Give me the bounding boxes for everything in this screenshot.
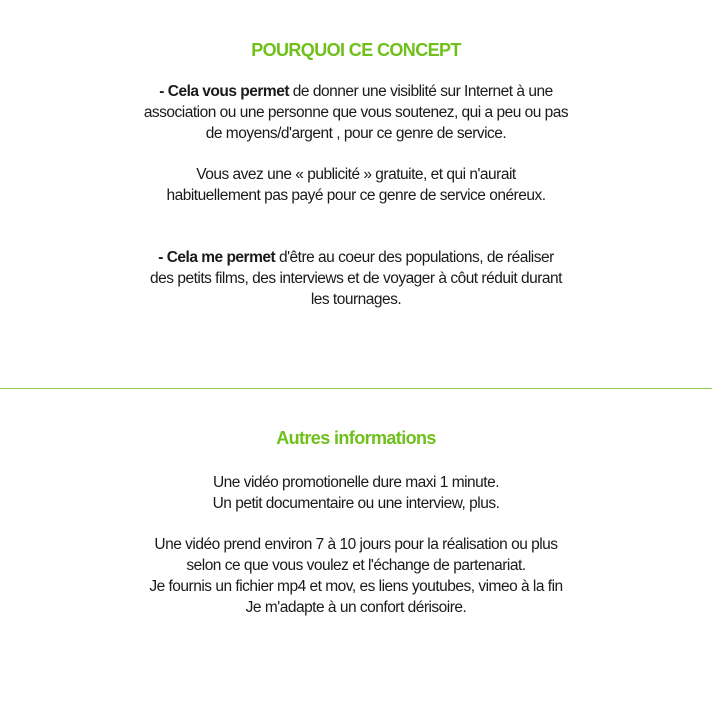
concept-paragraph-vous-line-3: de moyens/d'argent , pour ce genre de service.: [205, 125, 507, 142]
concept-paragraph-vous-line-1-rest: de donner une visiblité sur Internet à une: [288, 83, 553, 100]
info-paragraph-delivery-line-1: Une vidéo prend environ 7 à 10 jours pour la réalisation ou plus: [154, 536, 558, 553]
concept-lead-vous: - Cela vous permet: [159, 83, 289, 100]
info-paragraph-delivery-line-2: selon ce que vous voulez et l'échange de partenariat.: [186, 557, 526, 574]
concept-paragraph-publicite-line-1: Vous avez une « publicité » gratuite, et qui n'aurait: [196, 166, 516, 183]
concept-paragraph-vous-line-2: association ou une personne que vous soutenez, qui a peu ou pas: [143, 104, 569, 121]
info-paragraph-duration-line-1: Une vidéo promotionelle dure maxi 1 minute.: [212, 474, 500, 491]
concept-title: POURQUOI CE CONCEPT: [251, 40, 461, 60]
concept-lead-me: - Cela me permet: [158, 249, 276, 266]
concept-paragraph-vous: [0, 81, 712, 144]
concept-section: [0, 40, 712, 310]
concept-paragraph-vous-line-1: [0, 81, 712, 102]
section-divider: [0, 388, 712, 389]
concept-paragraph-me-line-1-rest: d'être au coeur des populations, de réaliser: [275, 249, 554, 266]
concept-paragraph-me-line-2: des petits films, des interviews et de voyager à côut réduit durant: [150, 270, 562, 287]
info-paragraph-duration-line-2: Un petit documentaire ou une interview, plus.: [212, 495, 500, 512]
concept-paragraph-publicite-line-2: habituellement pas payé pour ce genre de service onéreux.: [166, 187, 546, 204]
concept-paragraph-me: [0, 247, 712, 310]
info-section: [0, 428, 712, 618]
concept-paragraph-me-line-3: les tournages.: [310, 291, 402, 308]
info-paragraph-delivery-line-3: Je fournis un fichier mp4 et mov, es liens youtubes, vimeo à la fin: [149, 578, 563, 595]
concept-paragraph-publicite: [0, 164, 712, 206]
concept-paragraph-me-line-1: [0, 247, 712, 268]
info-paragraph-delivery-line-4: Je m'adapte à un confort dérisoire.: [245, 599, 467, 616]
info-paragraph-delivery: [0, 534, 712, 618]
info-paragraph-duration: [0, 472, 712, 514]
info-title: Autres informations: [276, 428, 436, 448]
